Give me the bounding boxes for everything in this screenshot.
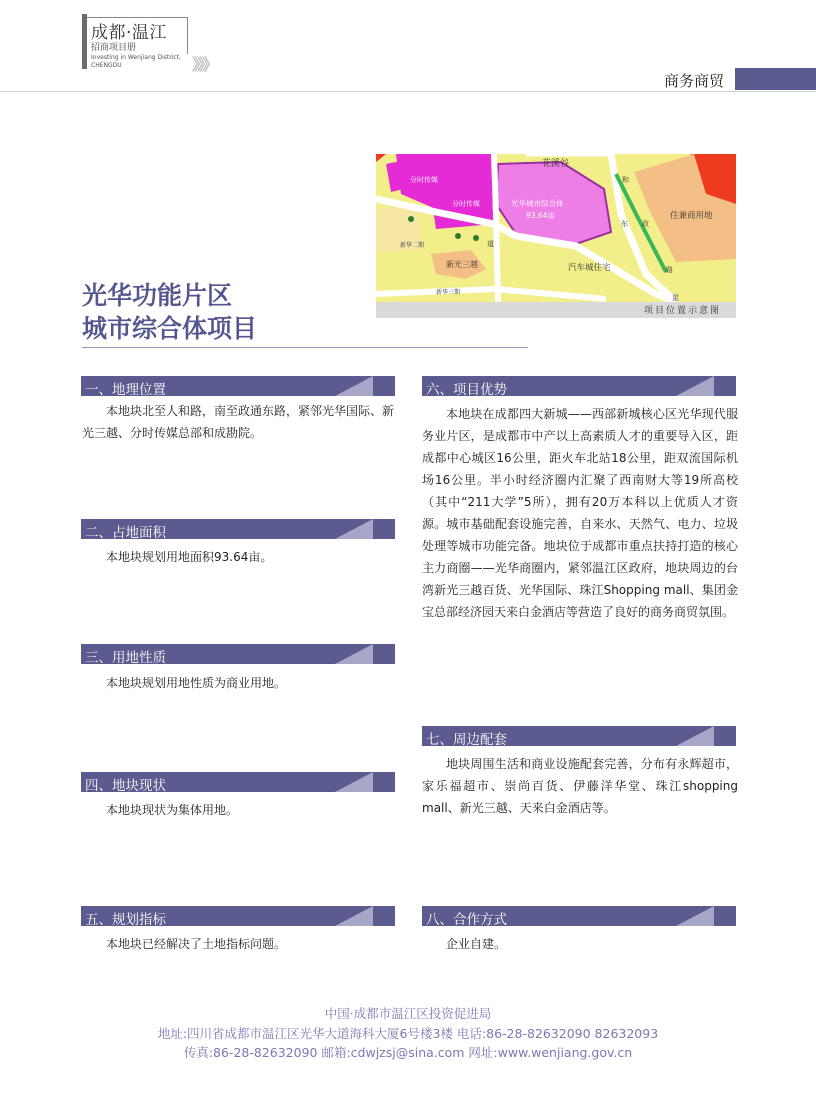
- map-label-zhujian: 住兼商用地: [670, 211, 713, 221]
- map-marker-3: [473, 235, 479, 241]
- section-header-area: [81, 519, 395, 539]
- map-road-2: [494, 154, 498, 302]
- project-location-map: [376, 154, 736, 302]
- section-header-advantages: [422, 376, 736, 396]
- section-header-accent: [335, 644, 373, 664]
- map-label-qiche: 汽车城住宅: [568, 263, 611, 273]
- section-header-accent: [335, 906, 373, 926]
- map-label-he: 和: [622, 176, 629, 184]
- category-label: 商务商贸: [664, 72, 725, 90]
- footer-address-phone: 地址:四川省成都市温江区光华大道海科大厦6号楼3楼 电话:86-28-82632090 82632093: [157, 1026, 659, 1041]
- section-body-status: 本地块现状为集体用地。: [106, 803, 239, 817]
- project-title: [82, 279, 257, 345]
- map-label-xinguang: 新光三越: [446, 260, 478, 269]
- map-marker-2: [455, 233, 461, 239]
- section-body-surroundings: 地块周围生活和商业设施配套完善，分布有永辉超市，家乐福超市、崇尚百货、伊藤洋华堂、珠江shopping mall、新光三越、天来白金酒店等。: [422, 757, 738, 815]
- section-body-location: 本地块北至人和路，南至政通东路，紧邻光华国际、新光三越、分时传媒总部和成勘院。: [82, 404, 395, 440]
- title-divider: [82, 347, 528, 348]
- project-title-line1: 光华功能片区: [82, 281, 233, 310]
- map-label-xinhua-1: 新华二期: [400, 242, 425, 249]
- section-header-accent: [335, 519, 373, 539]
- section-header-land-use: [81, 644, 395, 664]
- map-label-area: 93.64亩: [526, 211, 555, 220]
- logo-subtitle: 招商项目册: [91, 43, 137, 53]
- section-header-accent: [676, 726, 714, 746]
- map-label-lu: 路: [666, 266, 673, 274]
- section-title-location: 一、地理位置: [85, 382, 166, 396]
- section-header-cooperation: [422, 906, 736, 926]
- section-title-cooperation: 八、合作方式: [426, 912, 507, 926]
- category-tab-bar: [735, 68, 816, 90]
- section-body-advantages: 本地块在成都四大新城——西部新城核心区光华现代服务业片区，是成都市中产以上高素质人才的重要导入区，距成都中心城区16公里，距火车北站18公里，距双流国际机场16公里。半小时经济圈内汇聚了西南财大等19所高校（其中“211大学”5所），拥有20万本科以上优质人才资源。城市基础配套设施完善，自来水、天然气、电力、垃圾处理等城市功能完备。地块位于成都市重点扶持打造的核心主力商圈——光华商圈内，紧邻温江区政府，地块周边的台湾新光三越百货、光华国际、珠江Shopping mall、集团金宝总部经济园天来白金酒店等营造了良好的商务商贸氛围。: [422, 407, 738, 619]
- map-label-fenshi-2: 分时传媒: [452, 200, 480, 208]
- header-divider: [0, 91, 816, 92]
- section-body-land-use: 本地块规划用地性质为商业用地。: [106, 676, 287, 690]
- section-header-planning: [81, 906, 395, 926]
- section-header-accent: [676, 376, 714, 396]
- map-label-xinhua-2: 新华三期: [436, 289, 461, 296]
- map-label-zhi: 政: [642, 220, 649, 228]
- map-label-dao: 道: [487, 240, 494, 248]
- map-marker-1: [408, 216, 414, 222]
- map-label-huaxigu: 花溪谷: [542, 159, 570, 169]
- header-logo: [82, 14, 216, 74]
- section-title-planning: 五、规划指标: [85, 912, 166, 926]
- map-graphic: [376, 154, 736, 302]
- map-label-fenshi-1: 分时传媒: [410, 176, 438, 184]
- footer-fax-email-web: 传真:86-28-82632090 邮箱:cdwjzsj@sina.com 网址:www.wenjiang.gov.cn: [183, 1045, 633, 1060]
- section-title-land-use: 三、用地性质: [85, 650, 166, 664]
- section-header-accent: [676, 906, 714, 926]
- section-body-planning: 本地块已经解决了土地指标问题。: [106, 937, 287, 951]
- logo-english-line1: Investing in Wenjiang District,: [91, 54, 181, 61]
- section-body-area: 本地块规划用地面积93.64亩。: [106, 550, 273, 564]
- section-header-surroundings: [422, 726, 736, 746]
- section-title-surroundings: 七、周边配套: [426, 732, 507, 746]
- section-title-status: 四、地块现状: [85, 778, 166, 792]
- project-title-line2: 城市综合体项目: [82, 314, 258, 343]
- section-title-advantages: 六、项目优势: [426, 382, 507, 396]
- section-title-area: 二、占地面积: [85, 525, 166, 539]
- logo-english-line2: CHENGDU: [91, 62, 122, 69]
- section-body-cooperation: 企业自建。: [446, 937, 507, 951]
- map-label-dong: 东: [621, 220, 628, 228]
- section-header-accent: [335, 376, 373, 396]
- section-header-accent: [335, 772, 373, 792]
- footer-organization: 中国·成都市温江区投资促进局: [324, 1006, 492, 1021]
- section-header-location: [81, 376, 395, 396]
- map-caption: 项目位置示意图: [644, 306, 722, 316]
- section-header-status: [81, 772, 395, 792]
- map-label-project: 光华城市综合体: [511, 199, 564, 208]
- chevron-right-icon: 》》》: [192, 55, 216, 74]
- logo-title: 成都·温江: [91, 23, 167, 43]
- map-label-xing: 星: [672, 294, 679, 302]
